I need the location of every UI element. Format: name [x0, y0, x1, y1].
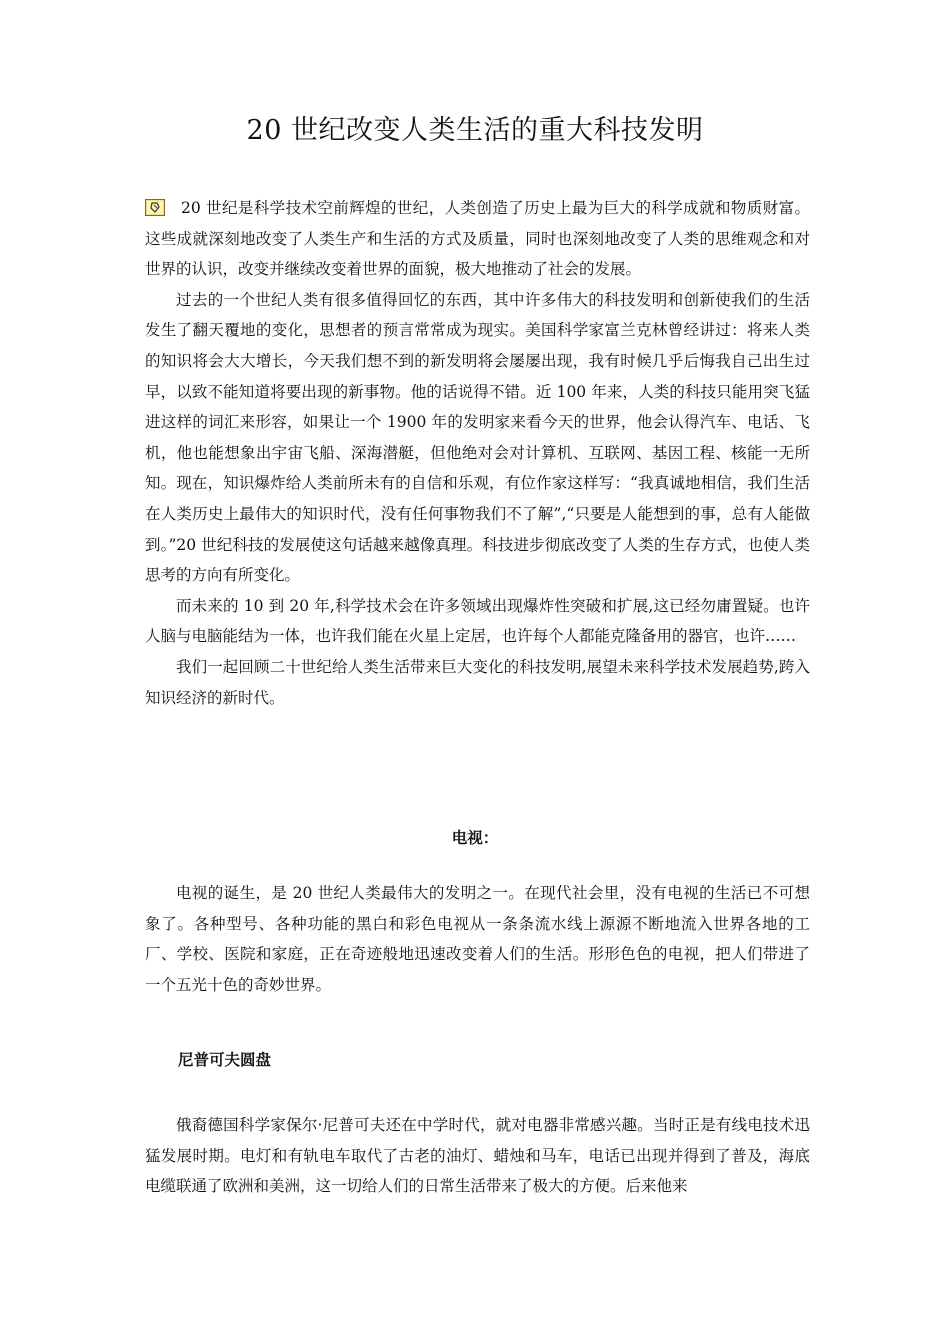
- tv-section: [145, 878, 810, 1000]
- subheading-nipkow-disk: 尼普可夫圆盘: [178, 1050, 272, 1069]
- intro-paragraph-2: 过去的一个世纪人类有很多值得回忆的东西，其中许多伟大的科技发明和创新使我们的生活发生了翻天覆地的变化，思想者的预言常常成为现实。美国科学家富兰克林曾经讲过：将来人类的知识将会大大增长，今天我们想不到的新发明将会屡屡出现，我有时候几乎后悔我自己出生过早，以致不能知道将要出现的新事物。他的话说得不错。近 100 年来，人类的科技只能用突飞猛进这样的词汇来形容，如果让一个 1900 年的发明家来看今天的世界，他会认得汽车、电话、飞机，他也能想象出宇宙飞船、深海潜艇，但他绝对会对计算机、互联网、基因工程、核能一无所知。现在，知识爆炸给人类前所未有的自信和乐观，有位作家这样写：“我真诚地相信，我们生活在人类历史上最伟大的知识时代，没有任何事物我们不了解”,“只要是人能想到的事，总有人能做到。”20 世纪科技的发展使这句话越来越像真理。科技进步彻底改变了人类的生存方式，也使人类思考的方向有所变化。: [145, 290, 810, 585]
- intro-paragraph-1: [145, 193, 810, 285]
- nipkow-section: [145, 1110, 810, 1202]
- intro-paragraph-1-text: 20 世纪是科学技术空前辉煌的世纪，人类创造了历史上最为巨大的科学成就和物质财富。这些成就深刻地改变了人类生产和生活的方式及质量，同时也深刻地改变了人类的思维观念和对世界的认识，改变并继续改变着世界的面貌，极大地推动了社会的发展。: [145, 199, 810, 279]
- document-title: 20 世纪改变人类生活的重大科技发明: [246, 115, 704, 146]
- section-heading-tv: 电视：: [451, 828, 499, 847]
- intro-section: [145, 193, 810, 713]
- tv-paragraph: 电视的诞生，是 20 世纪人类最伟大的发明之一。在现代社会里，没有电视的生活已不可想象了。各种型号、各种功能的黑白和彩色电视从一条条流水线上源源不断地流入世界各地的工厂、学校、医院和家庭，正在奇迹般地迅速改变着人们的生活。形形色色的电视，把人们带进了一个五光十色的奇妙世界。: [145, 884, 810, 994]
- intro-paragraph-3: 而未来的 10 到 20 年,科学技术会在许多领域出现爆炸性突破和扩展,这已经勿庸置疑。也许人脑与电脑能结为一体，也许我们能在火星上定居，也许每个人都能克隆备用的器官，也许……: [145, 596, 810, 646]
- document-edit-icon[interactable]: [145, 199, 165, 216]
- intro-paragraph-4: 我们一起回顾二十世纪给人类生活带来巨大变化的科技发明,展望未来科学技术发展趋势,跨入知识经济的新时代。: [145, 657, 810, 707]
- nipkow-paragraph: 俄裔德国科学家保尔·尼普可夫还在中学时代，就对电器非常感兴趣。当时正是有线电技术迅猛发展时期。电灯和有轨电车取代了古老的油灯、蜡烛和马车，电话已出现并得到了普及，海底电缆联通了欧洲和美洲，这一切给人们的日常生活带来了极大的方便。后来他来: [145, 1116, 810, 1196]
